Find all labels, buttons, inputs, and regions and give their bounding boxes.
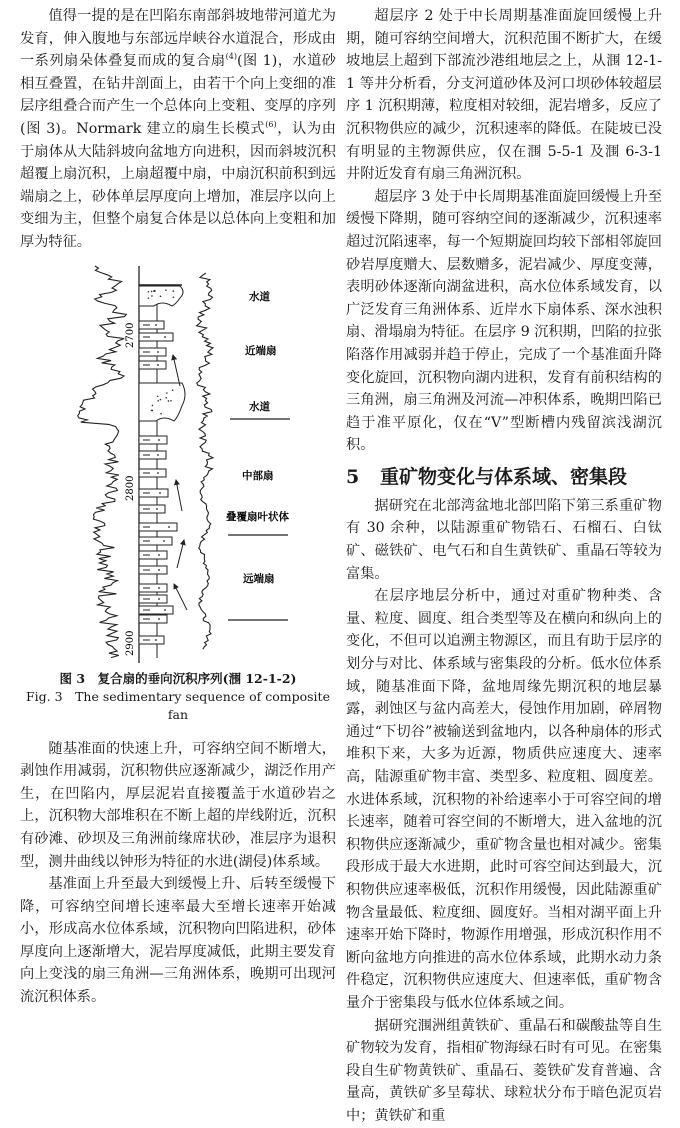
arrow-icon xyxy=(177,540,184,568)
bed-dot xyxy=(158,439,160,441)
bed-dot xyxy=(156,508,158,510)
sand-dot xyxy=(148,297,150,299)
sand-dot xyxy=(157,400,159,402)
figure-caption-cn: 图 3 复合扇的垂向沉积序列(涠 12-1-2) xyxy=(59,670,297,686)
thin-sand-bed xyxy=(139,321,164,329)
sand-dot xyxy=(160,398,162,400)
sand-dot xyxy=(173,296,175,298)
depth-label-2800: 2800 xyxy=(125,475,136,501)
figure-3-sedimentary-sequence xyxy=(0,258,340,668)
bed-dot xyxy=(159,492,161,494)
arrow-icon xyxy=(173,355,180,386)
paragraph-supersequence-2: 超层序 2 处于中长周期基准面旋回缓慢上升期，随可容纳空间增大，沉积范围不断扩大，在缓坡地层上超到下部流沙港组地层之上，从涠 12-1-1 等井分析看，分支河道砂体及河口坝砂体较超层序 1 沉积期薄，粒度相对较细，泥岩增多，反应了沉积物供应的减少，沉积速率的降低。在陡坡已没有明显的主物源供应，仅在涠 5-5-1 及涠 6-3-1 井附近发育有扇三角洲沉积。 xyxy=(346,8,662,183)
facies-label-lobe: 叠覆扇叶状体 xyxy=(226,510,289,523)
citation-6: (6) xyxy=(265,119,277,129)
bed-dot xyxy=(158,569,160,571)
section-heading-5 xyxy=(346,463,662,491)
paragraph-supersequence-3: 超层序 3 处于中长周期基准面旋回缓慢上升至缓慢下降期，随可容纳空间的逐渐减少，沉积速率超过沉陷速率，每一个短期旋回均较下部相邻旋回砂岩厚度赠大、层数赠多，泥岩减少、厚度变薄，表明砂体逐渐向湖盆进积，高水位体系域发育，以广泛发育三角洲体系、近岸水下扇体系、深水浊积扇、滑塌扇为特征。在层序 9 沉积期，凹陷的拉张陷落作用减弱并趋于停止，完成了一个基准面升降变化旋回，沉积物向湖内进积，发育有前积结构的三角洲，扇三角洲及河流—冲积体系，晚期凹陷已趋于准平原化，仅在“V”型断槽内残留滨浅湖沉积。 xyxy=(346,188,663,454)
sand-dot xyxy=(172,290,174,292)
arrow-icon xyxy=(176,480,182,511)
paragraph-highstand: 基准面上升至最大到缓慢上升、后转至缓慢下降，可容纳空间增长速率最大至增长速率开始减小，形成高水位体系域，沉积物向凹陷进积，砂体厚度向上逐渐增大，泥岩厚度减低，此期主要发育向上变浅的扇三角洲—三角洲体系，晚期可出现河流沉积体系。 xyxy=(20,876,336,1006)
depth-label-2700: 2700 xyxy=(125,322,136,348)
sand-dot xyxy=(148,290,150,292)
paragraph-composite-fan xyxy=(20,5,336,254)
facies-label-channel-1: 水道 xyxy=(249,290,270,303)
paragraph-systems-tracts: 在层序地层分析中，通过对重矿物种类、含量、粒度、圆度、组合类型等及在横向和纵向上的变化，不但可以追溯主物源区，而且有助于层序的划分与对比、体系域与密集段的分析。低水位体系域，随基准面下降，盆地周缘先期沉积的地层暴露，剥蚀区与盆内高差大，侵蚀作用加剧，碎屑物通过“下切谷”被输送到盆地内，以各种扇体的形式堆积下来，大多为近源，物质供应速度大、速率高，陆源重矿物丰富、类型多、粒度粗、圆度差。水进体系域，沉积物的补给速率小于可容空间的增长速率，随着可容空间的不断增大，进入盆地的沉积物供应逐渐减少，重矿物含量也相对减少。密集段形成于最大水进期，此时可容空间达到最大，沉积物供应速率极低，沉积作用缓慢，因此陆源重矿物含量最低、粒度细、圆度好。当相对湖平面上升速率开始下降时，物源作用增强，形成沉积作用不断向盆地方向推进的高水位体系域，此期水动力条件稳定，沉积物供应速度大、但速率低，重矿物含量介于密集段与低水位体系域之间。 xyxy=(346,588,662,1011)
resistivity-curve xyxy=(197,273,213,649)
sand-dot xyxy=(160,412,162,414)
bed-dot xyxy=(155,639,157,641)
bed-dot xyxy=(155,324,157,326)
sand-dot xyxy=(152,404,154,406)
section-number: 5 xyxy=(346,465,360,488)
paragraph-transgressive: 随基准面的快速上升，可容纳空间不断增大，剥蚀作用减弱，沉积物供应逐渐减少，湖泛作用产生，在凹陷内，厚层泥岩直接覆盖于水道砂岩之上，沉积物大部堆积在不断上超的岸线附近，沉积有砂滩、砂坝及三角洲前缘席状砂，准层序为退积型，测井曲线以钟形为特征的水进(湖侵)体系域。 xyxy=(20,740,336,870)
bed-dot xyxy=(168,526,170,528)
sand-dot xyxy=(151,290,153,292)
left-log-curve xyxy=(78,266,127,658)
bed-dot xyxy=(157,351,159,353)
depth-label-2900: 2900 xyxy=(125,630,136,656)
bed-dot xyxy=(158,618,160,620)
text: ，认为由于扇体从大陆斜坡向盆地方向进积，因而斜坡沉积超覆上扇沉积，上扇超覆中扇，中扇沉积前积到远端扇之上，砂体单层厚度向上增加，准层序以向上变细为主，但整个扇复合体是以总体向上变粗和加厚为特征。 xyxy=(20,120,336,250)
thin-sand-bed xyxy=(139,505,165,513)
channel-sand-lower xyxy=(139,383,185,421)
bed-dot xyxy=(157,472,159,474)
bed-dot xyxy=(157,454,159,456)
sand-dot xyxy=(157,395,159,397)
bed-dot xyxy=(163,540,165,542)
lithology-column xyxy=(139,285,185,644)
sand-dot xyxy=(160,295,162,297)
arrow-icon xyxy=(174,584,187,610)
sand-dot xyxy=(168,400,170,402)
text: (图 1)，水道砂相互叠置，在钻井剖面上，由若干个向上变细的准层序组叠合而产生一个总体向上变粗、变厚的序列(图 3)。Normark 建立的扇生长模式 xyxy=(20,53,336,137)
right-column xyxy=(346,5,662,1128)
sand-dot xyxy=(153,290,155,292)
bed-dot xyxy=(158,554,160,556)
sand-dot xyxy=(165,289,167,291)
right-log-curve xyxy=(197,273,213,649)
sand-dot xyxy=(172,389,174,391)
facies-label-distal-fan: 远端扇 xyxy=(243,572,275,585)
paragraph-authigenic-minerals: 据研究涠洲组黄铁矿、重晶石和碳酸盐等自生矿物较为发育，指相矿物海绿石时有可见。在密集段自生矿物黄铁矿、重晶石、菱铁矿发育普遍、含量高，黄铁矿多呈莓状、球粒状分布于暗色泥页岩中；黄铁矿和重 xyxy=(346,1017,662,1124)
facies-label-middle-fan: 中部扇 xyxy=(242,469,274,482)
sand-dot xyxy=(165,396,167,398)
sand-dot xyxy=(151,295,153,297)
bed-dot xyxy=(164,609,166,611)
bed-dot xyxy=(157,364,159,366)
facies-label-proximal-fan: 近端扇 xyxy=(245,344,277,357)
sand-dot xyxy=(170,400,172,402)
figure-caption-en: Fig. 3 The sedimentary sequence of composite fan xyxy=(26,688,330,722)
thin-sand-bed xyxy=(139,636,164,644)
facies-label-channel-2: 水道 xyxy=(249,400,270,413)
gamma-ray-curve xyxy=(78,266,127,658)
section-title: 重矿物变化与体系域、密集段 xyxy=(380,465,628,488)
left-column xyxy=(20,5,336,1009)
sand-dot xyxy=(166,392,168,394)
sand-dot xyxy=(151,409,153,411)
bed-dot xyxy=(158,598,160,600)
bed-dot xyxy=(158,587,160,589)
citation-4: (4) xyxy=(225,52,237,62)
bed-dot xyxy=(164,336,166,338)
paragraph-heavy-minerals: 据研究在北部湾盆地北部凹陷下第三系重矿物有 30 余种，以陆源重矿物锆石、石榴石、白钛矿、磁铁矿、电气石和自生黄铁矿、重晶石等较为富集。 xyxy=(346,497,662,582)
text: 值得一提的是在凹陷东南部斜坡地带河道尤为发育，伸入腹地与东部远岸峡谷水道混合，形成由一系列扇朵体叠复而成的复合扇 xyxy=(20,8,336,70)
